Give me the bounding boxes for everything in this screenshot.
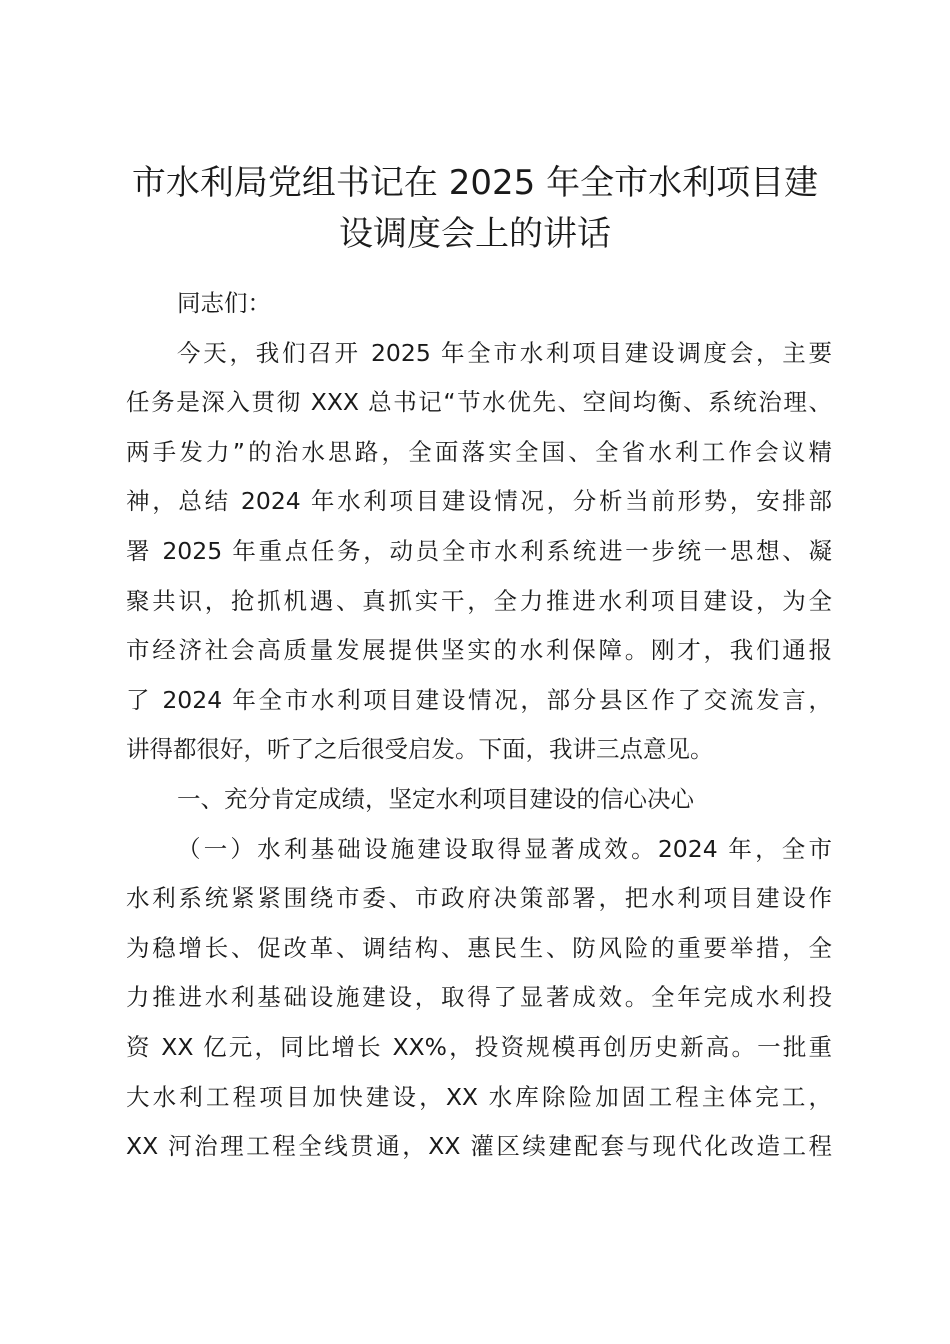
text-line: 力推进水利基础设施建设，取得了显著成效。全年完成水利投 [126, 983, 832, 1012]
text-line: 署 2025 年重点任务，动员全市水利系统进一步统一思想、凝 [126, 536, 832, 565]
salutation: 同志们： [177, 289, 271, 317]
text-line: 大水利工程项目加快建设，XX 水库除险加固工程主体完工， [126, 1082, 832, 1111]
text-line: 为稳增长、促改革、调结构、惠民生、防风险的重要举措，全 [126, 933, 832, 962]
document-body [126, 279, 832, 1172]
text-line: 聚共识，抢抓机遇、真抓实干，全力推进水利项目建设，为全 [126, 586, 832, 615]
section-heading: 一、充分肯定成绩，坚定水利项目建设的信心决心 [177, 784, 694, 813]
title-line: 设调度会上的讲话 [339, 214, 611, 254]
text-line: 了 2024 年全市水利项目建设情况，部分县区作了交流发言， [126, 685, 832, 714]
text-line: 两手发力”的治水思路，全面落实全国、全省水利工作会议精 [126, 437, 832, 466]
text-line: XX 河治理工程全线贯通，XX 灌区续建配套与现代化改造工程 [126, 1132, 832, 1161]
document-title [110, 158, 840, 260]
intro-paragraph [126, 329, 832, 775]
text-line: 神，总结 2024 年水利项目建设情况，分析当前形势，安排部 [126, 487, 832, 516]
title-line: 市水利局党组书记在 2025 年全市水利项目建 [131, 163, 819, 203]
text-line: 资 XX 亿元，同比增长 XX%，投资规模再创历史新高。一批重 [126, 1032, 832, 1061]
section-heading-paragraph [126, 775, 832, 825]
salutation-paragraph [126, 279, 832, 329]
subsection-paragraph [126, 825, 832, 1172]
text-line: （一）水利基础设施建设取得显著成效。2024 年，全市 [177, 834, 832, 863]
text-line: 市经济社会高质量发展提供坚实的水利保障。刚才，我们通报 [126, 636, 832, 665]
text-line: 今天，我们召开 2025 年全市水利项目建设调度会，主要 [177, 338, 832, 367]
text-line: 任务是深入贯彻 XXX 总书记“节水优先、空间均衡、系统治理、 [126, 388, 832, 417]
text-line: 水利系统紧紧围绕市委、市政府决策部署，把水利项目建设作 [126, 884, 832, 913]
text-line: 讲得都很好，听了之后很受启发。下面，我讲三点意见。 [126, 735, 714, 764]
